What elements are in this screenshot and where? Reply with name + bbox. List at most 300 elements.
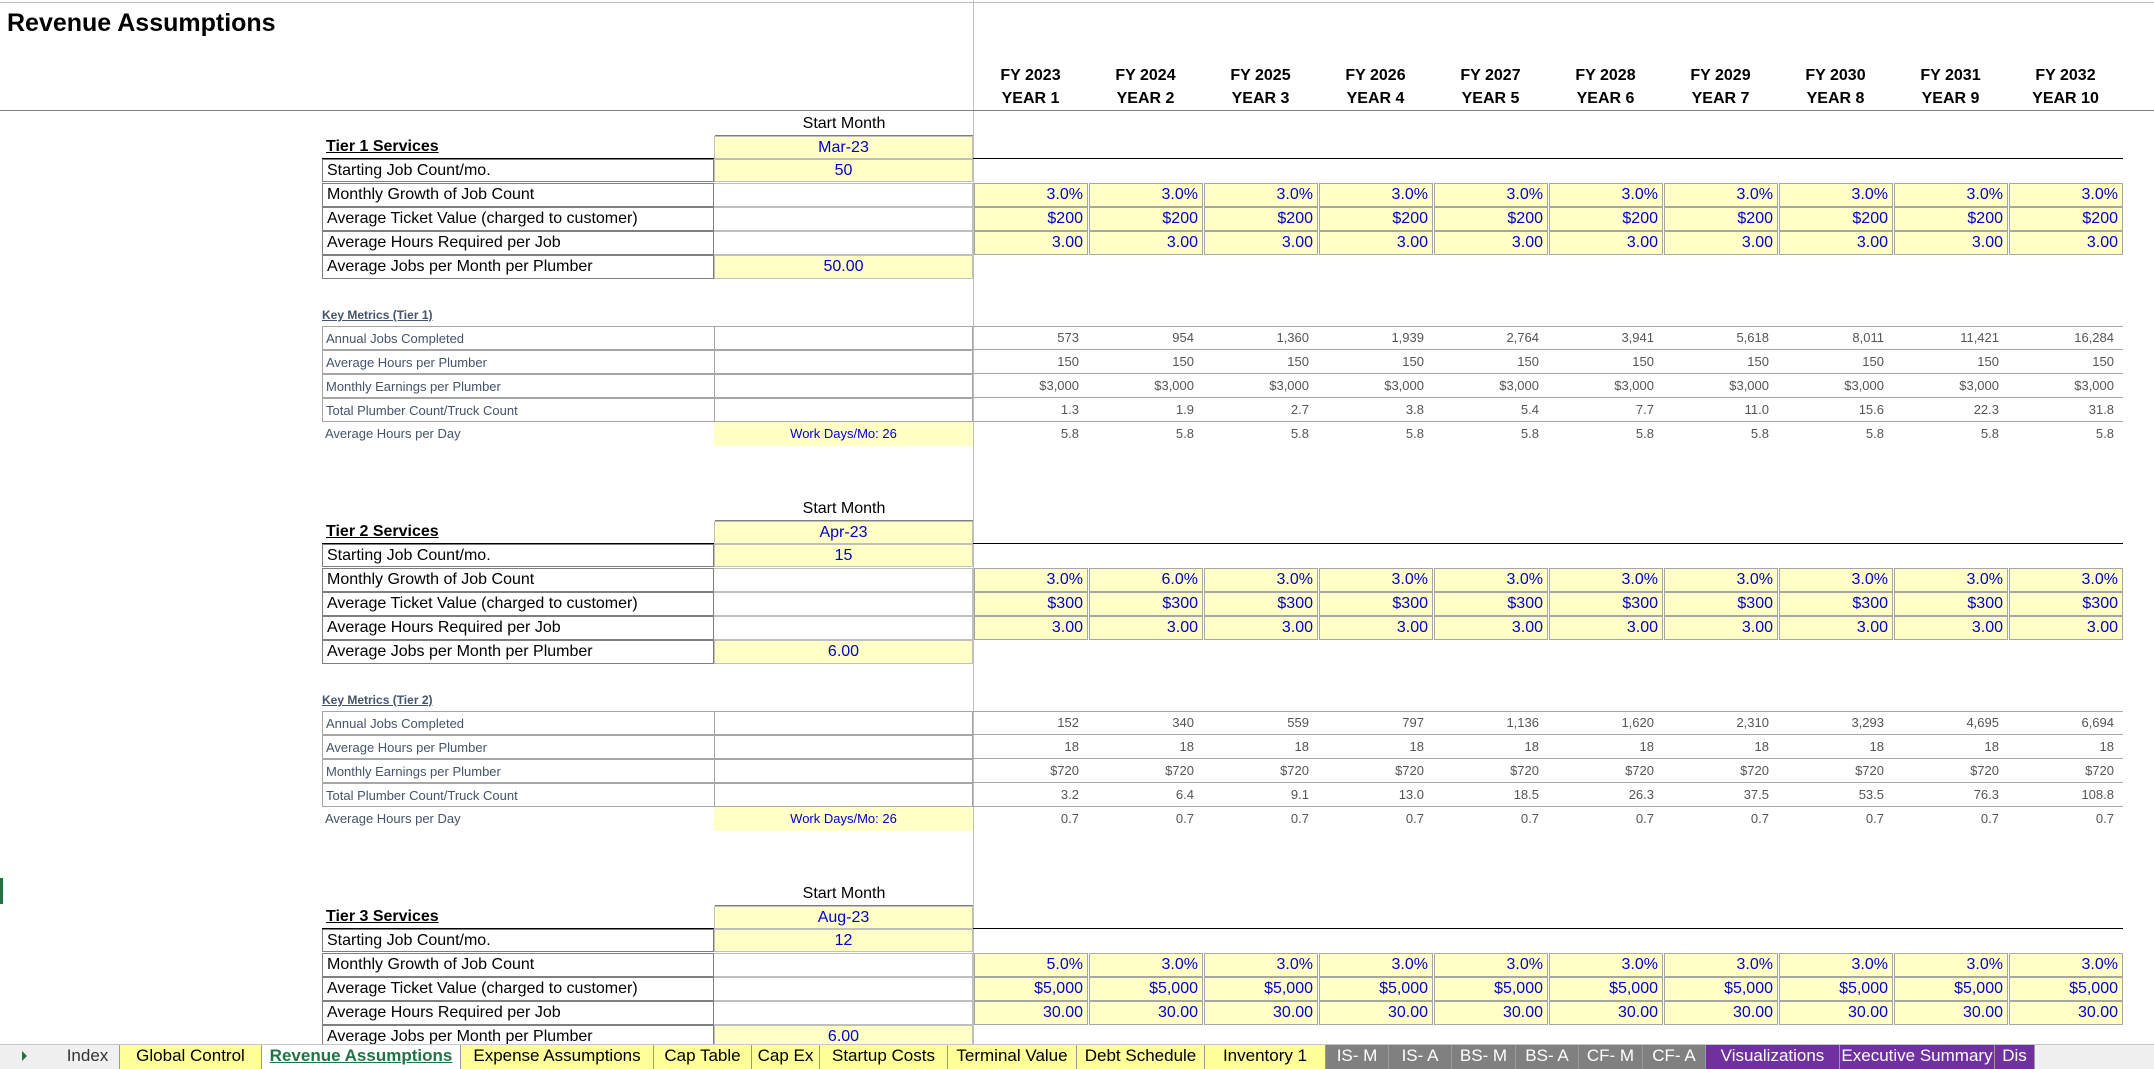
ticket-value-cell[interactable]: $5,000 xyxy=(974,977,1088,1001)
growth-blank-cell xyxy=(714,568,973,592)
tier-title: Tier 3 Services xyxy=(322,906,714,929)
ticket-value-cell[interactable]: $5,000 xyxy=(1894,977,2008,1001)
start-month-cell[interactable]: Apr-23 xyxy=(714,521,973,544)
metric-value: 3,941 xyxy=(1621,330,1654,345)
hours-value-cell[interactable]: 3.00 xyxy=(1204,616,1318,640)
sheet-tab-bs-m[interactable]: BS- M xyxy=(1452,1045,1516,1069)
growth-value-cell[interactable]: 3.0% xyxy=(1089,183,1203,207)
ticket-blank-cell xyxy=(714,207,973,231)
hours-value-cell[interactable]: 3.00 xyxy=(1434,231,1548,255)
year-number-label: YEAR 2 xyxy=(1116,90,1175,107)
growth-value-cell[interactable]: 3.0% xyxy=(1204,568,1318,592)
sheet-tab-revenue-assumptions[interactable]: Revenue Assumptions xyxy=(262,1045,461,1069)
starting-job-label: Starting Job Count/mo. xyxy=(322,159,714,182)
growth-value-cell[interactable]: 3.0% xyxy=(1089,953,1203,977)
ticket-value-cell[interactable]: $200 xyxy=(1549,207,1663,231)
metric-value: 37.5 xyxy=(1743,787,1769,802)
metric-value: $720 xyxy=(1050,763,1079,778)
growth-value-cell[interactable]: 3.0% xyxy=(1204,953,1318,977)
sheet-tab-startup-costs[interactable]: Startup Costs xyxy=(820,1045,948,1069)
metric-value: 797 xyxy=(1402,715,1424,730)
year-fy-label: FY 2023 xyxy=(1000,67,1061,84)
metric-value: 18 xyxy=(2099,739,2114,754)
sheet-tab-inventory-1[interactable]: Inventory 1 xyxy=(1205,1045,1326,1069)
year-fy-label: FY 2032 xyxy=(2035,67,2096,84)
metric-label: Total Plumber Count/Truck Count xyxy=(322,398,714,422)
metric-value: 15.6 xyxy=(1858,402,1884,417)
year-number-label: YEAR 8 xyxy=(1806,90,1865,107)
metric-blank-cell xyxy=(714,735,973,759)
metric-value: $720 xyxy=(1855,763,1884,778)
start-month-cell[interactable]: Aug-23 xyxy=(714,906,973,929)
growth-value-cell[interactable]: 3.0% xyxy=(1549,953,1663,977)
starting-job-label: Starting Job Count/mo. xyxy=(322,544,714,567)
metric-blank-cell xyxy=(714,350,973,374)
ticket-value-cell[interactable]: $300 xyxy=(2009,592,2123,616)
metric-value: $720 xyxy=(1395,763,1424,778)
hours-row-label: Average Hours Required per Job xyxy=(322,231,714,255)
metric-value: 5.8 xyxy=(1060,426,1079,441)
ticket-value-cell[interactable]: $200 xyxy=(1894,207,2008,231)
metric-value: 2.7 xyxy=(1290,402,1309,417)
metric-blank-cell xyxy=(714,374,973,398)
sheet-tab-cf-a[interactable]: CF- A xyxy=(1643,1045,1706,1069)
metric-value: 0.7 xyxy=(1980,811,1999,826)
ticket-value-cell[interactable]: $300 xyxy=(1089,592,1203,616)
start-month-cell[interactable]: Mar-23 xyxy=(714,136,973,159)
growth-value-cell[interactable]: 3.0% xyxy=(1664,568,1778,592)
ticket-value-cell[interactable]: $300 xyxy=(974,592,1088,616)
hours-value-cell[interactable]: 3.00 xyxy=(1664,231,1778,255)
metric-value: $720 xyxy=(1280,763,1309,778)
metric-value: $720 xyxy=(1625,763,1654,778)
metric-value: 573 xyxy=(1057,330,1079,345)
sheet-tab-is-m[interactable]: IS- M xyxy=(1326,1045,1389,1069)
metric-value: 5.8 xyxy=(1980,426,1999,441)
metric-value: 954 xyxy=(1172,330,1194,345)
hours-value-cell[interactable]: 3.00 xyxy=(1549,231,1663,255)
year-number-label: YEAR 5 xyxy=(1461,90,1520,107)
metric-value: 18 xyxy=(1064,739,1079,754)
metric-value: $3,000 xyxy=(2074,378,2114,393)
metric-value: $3,000 xyxy=(1269,378,1309,393)
hours-value-cell[interactable]: 30.00 xyxy=(974,1001,1088,1025)
tab-scroll-right-icon[interactable] xyxy=(22,1051,27,1061)
hours-row-label: Average Hours Required per Job xyxy=(322,616,714,640)
hours-value-cell[interactable]: 30.00 xyxy=(1779,1001,1893,1025)
metric-value: 18.5 xyxy=(1513,787,1539,802)
hours-value-cell[interactable]: 3.00 xyxy=(1894,616,2008,640)
metric-value: $3,000 xyxy=(1959,378,1999,393)
tier-band-line xyxy=(973,928,2123,929)
tier-title: Tier 2 Services xyxy=(322,521,714,544)
hours-value-cell[interactable]: 3.00 xyxy=(1894,231,2008,255)
hours-value-cell[interactable]: 3.00 xyxy=(974,231,1088,255)
metric-value: 150 xyxy=(1632,354,1654,369)
sheet-tab-is-a[interactable]: IS- A xyxy=(1389,1045,1452,1069)
growth-value-cell[interactable]: 3.0% xyxy=(1549,183,1663,207)
hours-value-cell[interactable]: 3.00 xyxy=(1089,231,1203,255)
year-number-label: YEAR 3 xyxy=(1231,90,1290,107)
year-number-label: YEAR 4 xyxy=(1346,90,1405,107)
metric-value: 5.8 xyxy=(1175,426,1194,441)
metric-value: 0.7 xyxy=(1405,811,1424,826)
year-fy-label: FY 2024 xyxy=(1115,67,1176,84)
metric-value: 0.7 xyxy=(1520,811,1539,826)
hours-value-cell[interactable]: 3.00 xyxy=(1549,616,1663,640)
year-fy-label: FY 2029 xyxy=(1690,67,1751,84)
metric-value: $720 xyxy=(2085,763,2114,778)
row-selection-marker xyxy=(0,878,3,904)
metric-label: Monthly Earnings per Plumber xyxy=(322,759,714,783)
metric-value: 108.8 xyxy=(2081,787,2114,802)
growth-value-cell[interactable]: 3.0% xyxy=(974,183,1088,207)
year-fy-label: FY 2030 xyxy=(1805,67,1866,84)
year-fy-label: FY 2026 xyxy=(1345,67,1406,84)
growth-value-cell[interactable]: 3.0% xyxy=(1434,183,1548,207)
year-number-label: YEAR 9 xyxy=(1921,90,1980,107)
start-month-header: Start Month xyxy=(715,113,973,136)
hours-value-cell[interactable]: 3.00 xyxy=(1204,231,1318,255)
metric-value: 18 xyxy=(1294,739,1309,754)
metric-value: 18 xyxy=(1524,739,1539,754)
metric-value: 2,310 xyxy=(1736,715,1769,730)
growth-value-cell[interactable]: 3.0% xyxy=(2009,953,2123,977)
metric-value: $720 xyxy=(1740,763,1769,778)
metric-value: 18 xyxy=(1754,739,1769,754)
metric-value: 3.2 xyxy=(1060,787,1079,802)
ticket-value-cell[interactable]: $5,000 xyxy=(1319,977,1433,1001)
ticket-value-cell[interactable]: $5,000 xyxy=(1549,977,1663,1001)
hours-value-cell[interactable]: 3.00 xyxy=(2009,231,2123,255)
growth-value-cell[interactable]: 5.0% xyxy=(974,953,1088,977)
metric-value: $720 xyxy=(1970,763,1999,778)
metric-value: $3,000 xyxy=(1844,378,1884,393)
growth-row-label: Monthly Growth of Job Count xyxy=(322,953,714,977)
frozen-pane-divider xyxy=(973,0,974,1044)
sheet-tab-terminal-value[interactable]: Terminal Value xyxy=(948,1045,1077,1069)
year-fy-label: FY 2027 xyxy=(1460,67,1521,84)
growth-value-cell[interactable]: 3.0% xyxy=(1664,953,1778,977)
ticket-value-cell[interactable]: $200 xyxy=(2009,207,2123,231)
metric-value: 150 xyxy=(1172,354,1194,369)
hours-blank-cell xyxy=(714,1001,973,1025)
hours-value-cell[interactable]: 30.00 xyxy=(1549,1001,1663,1025)
metric-value: 150 xyxy=(1977,354,1999,369)
growth-row-label: Monthly Growth of Job Count xyxy=(322,183,714,207)
ticket-value-cell[interactable]: $300 xyxy=(1779,592,1893,616)
metric-value: 11,421 xyxy=(1960,330,1999,345)
sheet-tab-visualizations[interactable]: Visualizations xyxy=(1706,1045,1840,1069)
metric-label: Average Hours per Plumber xyxy=(322,735,714,759)
ticket-value-cell[interactable]: $300 xyxy=(1434,592,1548,616)
ticket-blank-cell xyxy=(714,592,973,616)
ticket-value-cell[interactable]: $5,000 xyxy=(1664,977,1778,1001)
jobs-per-plumber-label: Average Jobs per Month per Plumber xyxy=(322,255,714,279)
ticket-value-cell[interactable]: $5,000 xyxy=(2009,977,2123,1001)
growth-value-cell[interactable]: 6.0% xyxy=(1089,568,1203,592)
metric-value: 16,284 xyxy=(2074,330,2114,345)
metric-label: Average Hours per Day xyxy=(325,811,461,826)
growth-value-cell[interactable]: 3.0% xyxy=(2009,183,2123,207)
ticket-blank-cell xyxy=(714,977,973,1001)
ticket-row-label: Average Ticket Value (charged to customer) xyxy=(322,207,714,231)
sheet-tab-index[interactable]: Index xyxy=(56,1045,120,1069)
ticket-value-cell[interactable]: $200 xyxy=(1319,207,1433,231)
ticket-value-cell[interactable]: $5,000 xyxy=(1779,977,1893,1001)
growth-value-cell[interactable]: 3.0% xyxy=(1319,568,1433,592)
sheet-tab-cap-ex[interactable]: Cap Ex xyxy=(752,1045,820,1069)
metric-value: 0.7 xyxy=(1290,811,1309,826)
metric-label: Annual Jobs Completed xyxy=(322,711,714,735)
work-days-cell[interactable]: Work Days/Mo: 26 xyxy=(714,422,973,446)
starting-job-label: Starting Job Count/mo. xyxy=(322,929,714,952)
work-days-cell[interactable]: Work Days/Mo: 26 xyxy=(714,807,973,831)
metric-label: Annual Jobs Completed xyxy=(322,326,714,350)
metric-blank-cell xyxy=(714,326,973,350)
year-number-label: YEAR 10 xyxy=(2032,90,2099,107)
metric-value: 18 xyxy=(1869,739,1884,754)
metric-value: 0.7 xyxy=(1635,811,1654,826)
metric-value: 5.4 xyxy=(1520,402,1539,417)
growth-value-cell[interactable]: 3.0% xyxy=(1894,183,2008,207)
growth-value-cell[interactable]: 3.0% xyxy=(1319,953,1433,977)
start-month-header: Start Month xyxy=(715,883,973,906)
metric-value: 6,694 xyxy=(2081,715,2114,730)
jobs-per-plumber-cell[interactable]: 50.00 xyxy=(714,255,973,279)
hours-value-cell[interactable]: 3.00 xyxy=(1089,616,1203,640)
metric-value: 18 xyxy=(1409,739,1424,754)
metric-value: 2,764 xyxy=(1506,330,1539,345)
metric-value: 5,618 xyxy=(1736,330,1769,345)
hours-value-cell[interactable]: 30.00 xyxy=(2009,1001,2123,1025)
sheet-tab-dis[interactable]: Dis xyxy=(1995,1045,2035,1069)
sheet-tab-bar xyxy=(0,1044,2154,1069)
metric-value: 150 xyxy=(1057,354,1079,369)
starting-job-cell[interactable]: 15 xyxy=(714,544,973,567)
year-number-label: YEAR 1 xyxy=(1001,90,1060,107)
metric-value: 5.8 xyxy=(1405,426,1424,441)
ticket-value-cell[interactable]: $5,000 xyxy=(1434,977,1548,1001)
metric-value: 11.0 xyxy=(1744,402,1769,417)
ticket-value-cell[interactable]: $200 xyxy=(1204,207,1318,231)
metric-value: 0.7 xyxy=(1060,811,1079,826)
growth-blank-cell xyxy=(714,183,973,207)
ticket-value-cell[interactable]: $200 xyxy=(1664,207,1778,231)
ticket-value-cell[interactable]: $300 xyxy=(1204,592,1318,616)
hours-value-cell[interactable]: 30.00 xyxy=(1664,1001,1778,1025)
metric-label: Monthly Earnings per Plumber xyxy=(322,374,714,398)
metric-value: 18 xyxy=(1639,739,1654,754)
metric-value: 0.7 xyxy=(2095,811,2114,826)
ticket-row-label: Average Ticket Value (charged to customer) xyxy=(322,592,714,616)
metric-blank-cell xyxy=(714,711,973,735)
key-metrics-title: Key Metrics (Tier 1) xyxy=(322,308,433,322)
jobs-per-plumber-cell[interactable]: 6.00 xyxy=(714,1025,973,1044)
metric-label: Average Hours per Plumber xyxy=(322,350,714,374)
tier-band-line xyxy=(973,543,2123,544)
jobs-per-plumber-label: Average Jobs per Month per Plumber xyxy=(322,1025,714,1044)
metric-value: 9.1 xyxy=(1290,787,1309,802)
growth-value-cell[interactable]: 3.0% xyxy=(1664,183,1778,207)
metric-value: 18 xyxy=(1984,739,1999,754)
header-divider xyxy=(0,110,2154,111)
metric-value: 76.3 xyxy=(1973,787,1999,802)
key-metrics-title: Key Metrics (Tier 2) xyxy=(322,693,433,707)
ticket-value-cell[interactable]: $300 xyxy=(1319,592,1433,616)
metric-value: 5.8 xyxy=(1865,426,1884,441)
growth-value-cell[interactable]: 3.0% xyxy=(1434,953,1548,977)
metric-value: 1,136 xyxy=(1506,715,1539,730)
tier-band-line xyxy=(973,158,2123,159)
metric-value: 13.0 xyxy=(1398,787,1424,802)
growth-value-cell[interactable]: 3.0% xyxy=(1779,568,1893,592)
sheet-tab-executive-summary[interactable]: Executive Summary xyxy=(1840,1045,1995,1069)
growth-value-cell[interactable]: 3.0% xyxy=(1434,568,1548,592)
hours-value-cell[interactable]: 30.00 xyxy=(1894,1001,2008,1025)
metric-value: 7.7 xyxy=(1635,402,1654,417)
hours-value-cell[interactable]: 3.00 xyxy=(1779,231,1893,255)
ticket-value-cell[interactable]: $300 xyxy=(1664,592,1778,616)
metric-value: 5.8 xyxy=(1635,426,1654,441)
metric-value: 1,360 xyxy=(1276,330,1309,345)
metric-value: 5.8 xyxy=(1750,426,1769,441)
hours-value-cell[interactable]: 3.00 xyxy=(974,616,1088,640)
metric-value: 31.8 xyxy=(2088,402,2114,417)
growth-value-cell[interactable]: 3.0% xyxy=(1549,568,1663,592)
growth-row-label: Monthly Growth of Job Count xyxy=(322,568,714,592)
sheet-tab-cf-m[interactable]: CF- M xyxy=(1579,1045,1643,1069)
ticket-value-cell[interactable]: $200 xyxy=(1089,207,1203,231)
metric-value: $3,000 xyxy=(1154,378,1194,393)
hours-value-cell[interactable]: 3.00 xyxy=(1779,616,1893,640)
metric-value: $3,000 xyxy=(1499,378,1539,393)
metric-value: 53.5 xyxy=(1858,787,1884,802)
metric-value: 1.3 xyxy=(1060,402,1079,417)
metric-blank-cell xyxy=(714,398,973,422)
metric-value: 3.8 xyxy=(1405,402,1424,417)
growth-blank-cell xyxy=(714,953,973,977)
year-fy-label: FY 2025 xyxy=(1230,67,1291,84)
ticket-value-cell[interactable]: $200 xyxy=(974,207,1088,231)
sheet-title: Revenue Assumptions xyxy=(7,9,276,37)
sheet-tab-cap-table[interactable]: Cap Table xyxy=(654,1045,752,1069)
hours-value-cell[interactable]: 3.00 xyxy=(1319,616,1433,640)
ticket-value-cell[interactable]: $5,000 xyxy=(1204,977,1318,1001)
metric-value: $3,000 xyxy=(1039,378,1079,393)
ticket-row-label: Average Ticket Value (charged to customer) xyxy=(322,977,714,1001)
metric-blank-cell xyxy=(714,783,973,807)
sheet-tab-bs-a[interactable]: BS- A xyxy=(1516,1045,1579,1069)
metric-label: Average Hours per Day xyxy=(325,426,461,441)
metric-value: 150 xyxy=(1862,354,1884,369)
jobs-per-plumber-cell[interactable]: 6.00 xyxy=(714,640,973,664)
metric-value: $3,000 xyxy=(1729,378,1769,393)
hours-value-cell[interactable]: 30.00 xyxy=(1204,1001,1318,1025)
metric-value: 0.7 xyxy=(1750,811,1769,826)
growth-value-cell[interactable]: 3.0% xyxy=(2009,568,2123,592)
metric-value: 3,293 xyxy=(1851,715,1884,730)
year-fy-label: FY 2031 xyxy=(1920,67,1981,84)
hours-blank-cell xyxy=(714,231,973,255)
growth-value-cell[interactable]: 3.0% xyxy=(974,568,1088,592)
metric-value: $720 xyxy=(1165,763,1194,778)
ticket-value-cell[interactable]: $5,000 xyxy=(1089,977,1203,1001)
ticket-value-cell[interactable]: $300 xyxy=(1894,592,2008,616)
metric-value: 22.3 xyxy=(1973,402,1999,417)
top-gridline xyxy=(0,2,2154,3)
hours-value-cell[interactable]: 3.00 xyxy=(1664,616,1778,640)
hours-value-cell[interactable]: 3.00 xyxy=(2009,616,2123,640)
metric-value: 150 xyxy=(2092,354,2114,369)
metric-value: 26.3 xyxy=(1628,787,1654,802)
metric-value: 18 xyxy=(1179,739,1194,754)
metric-value: 5.8 xyxy=(2095,426,2114,441)
starting-job-cell[interactable]: 12 xyxy=(714,929,973,952)
metric-value: 150 xyxy=(1287,354,1309,369)
metric-value: 150 xyxy=(1517,354,1539,369)
hours-value-cell[interactable]: 3.00 xyxy=(1319,231,1433,255)
metric-value: 1,939 xyxy=(1391,330,1424,345)
growth-value-cell[interactable]: 3.0% xyxy=(1319,183,1433,207)
year-number-label: YEAR 7 xyxy=(1691,90,1750,107)
hours-value-cell[interactable]: 30.00 xyxy=(1089,1001,1203,1025)
metric-value: 0.7 xyxy=(1865,811,1884,826)
growth-value-cell[interactable]: 3.0% xyxy=(1894,568,2008,592)
growth-value-cell[interactable]: 3.0% xyxy=(1779,953,1893,977)
metric-value: 559 xyxy=(1287,715,1309,730)
year-fy-label: FY 2028 xyxy=(1575,67,1636,84)
ticket-value-cell[interactable]: $200 xyxy=(1434,207,1548,231)
metric-value: $3,000 xyxy=(1384,378,1424,393)
start-month-header: Start Month xyxy=(715,498,973,521)
metric-value: 8,011 xyxy=(1852,330,1884,345)
metric-value: 6.4 xyxy=(1175,787,1194,802)
metric-value: 150 xyxy=(1402,354,1424,369)
growth-value-cell[interactable]: 3.0% xyxy=(1204,183,1318,207)
metric-label: Total Plumber Count/Truck Count xyxy=(322,783,714,807)
ticket-value-cell[interactable]: $200 xyxy=(1779,207,1893,231)
hours-value-cell[interactable]: 3.00 xyxy=(1434,616,1548,640)
metric-value: 0.7 xyxy=(1175,811,1194,826)
metric-value: 150 xyxy=(1747,354,1769,369)
hours-value-cell[interactable]: 30.00 xyxy=(1434,1001,1548,1025)
metric-value: 1.9 xyxy=(1175,402,1194,417)
metric-value: 1,620 xyxy=(1621,715,1654,730)
sheet-tab-debt-schedule[interactable]: Debt Schedule xyxy=(1077,1045,1205,1069)
sheet-tab-expense-assumptions[interactable]: Expense Assumptions xyxy=(461,1045,654,1069)
metric-value: $720 xyxy=(1510,763,1539,778)
starting-job-cell[interactable]: 50 xyxy=(714,159,973,182)
metric-value: 4,695 xyxy=(1966,715,1999,730)
metric-value: 340 xyxy=(1172,715,1194,730)
metric-blank-cell xyxy=(714,759,973,783)
ticket-value-cell[interactable]: $300 xyxy=(1549,592,1663,616)
year-number-label: YEAR 6 xyxy=(1576,90,1635,107)
tier-title: Tier 1 Services xyxy=(322,136,714,159)
hours-blank-cell xyxy=(714,616,973,640)
metric-value: $3,000 xyxy=(1614,378,1654,393)
jobs-per-plumber-label: Average Jobs per Month per Plumber xyxy=(322,640,714,664)
metric-value: 152 xyxy=(1057,715,1079,730)
hours-row-label: Average Hours Required per Job xyxy=(322,1001,714,1025)
metric-value: 5.8 xyxy=(1520,426,1539,441)
hours-value-cell[interactable]: 30.00 xyxy=(1319,1001,1433,1025)
sheet-tab-global-control[interactable]: Global Control xyxy=(120,1045,262,1069)
growth-value-cell[interactable]: 3.0% xyxy=(1779,183,1893,207)
growth-value-cell[interactable]: 3.0% xyxy=(1894,953,2008,977)
metric-value: 5.8 xyxy=(1290,426,1309,441)
